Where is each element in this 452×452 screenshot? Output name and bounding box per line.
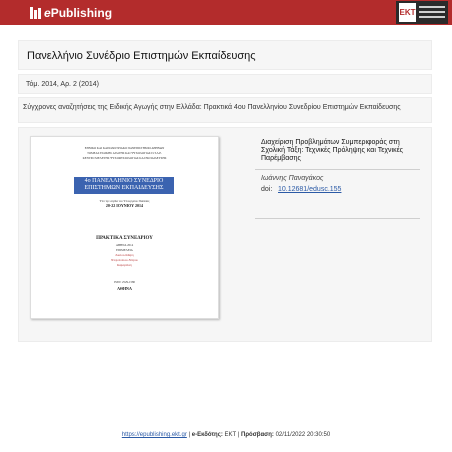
cover-editor-2: Ντεροπούλου-Ντέρου [111,258,138,262]
footer-publisher: EKT [224,432,237,438]
footer-separator: | [237,432,240,438]
article-divider-bottom [255,218,420,219]
footer-url-link[interactable]: https://epublishing.ekt.gr [121,432,187,438]
issue-info[interactable]: Τόμ. 2014, Αρ. 2 (2014) [26,81,100,88]
article-title[interactable]: Διαχείριση Προβλημάτων Συμπεριφοράς στη Σχολική Τάξη: Τεχνικές Πρόληψης και Τεχνικές Παρέμβασης [261,139,404,162]
cover-line-2: ΤΟΜΕΑΣ ΕΙΔΙΚΗΣ ΑΓΩΓΗΣ ΚΑΙ ΨΥΧΟΛΟΓΙΑΣ Π.Τ.Δ.Ε. [87,151,162,155]
doi-label: doi: [261,186,273,193]
page-footer [0,432,452,438]
books-icon [30,7,42,19]
footer-access-label: Πρόσβαση: [240,432,274,438]
logo-e: e [44,6,51,20]
cover-city-year: ΑΘΗΝΑ 2014 [115,243,134,247]
logo-text: Publishing [50,6,113,20]
footer-publisher-label: e-Εκδότης: [191,432,223,438]
cover-editors-label: ΕΠΙΜΕΛΕΙΑ [116,248,133,252]
footer-access-date: 02/11/2022 20:30:50 [275,432,331,438]
footer-separator: | [188,432,191,438]
cover-line-1: ΕΘΝΙΚΟ ΚΑΙ ΚΑΠΟΔΙΣΤΡΙΑΚΟ ΠΑΝΕΠΙΣΤΗΜΙΟ ΑΘΗΝΩΝ [84,146,165,150]
cover-editor-3: Καραγιάννη [117,263,132,267]
proceedings-cover-image [30,136,219,319]
cover-isbn: ISSN: 2529-1580 [113,280,136,284]
cover-banner-line-2: ΕΠΙΣΤΗΜΩΝ ΕΚΠΑΙΔΕΥΣΗΣ [84,185,164,191]
cover-line-3: ΚΕΝΤΡΟ ΜΕΛΕΤΗΣ ΨΥΧΟΦΥΣΙΟΛΟΓΙΑΣ ΚΑΙ ΕΚΠΑΙΔΕΥΣΗΣ [82,156,167,160]
cover-footer: ΑΘΗΝΑ [117,286,132,291]
doi-link[interactable]: 10.12681/edusc.155 [278,186,342,193]
epublishing-logo[interactable] [30,6,112,20]
cover-dates: 20-22 ΙΟΥΝΙΟΥ 2014 [105,203,144,208]
article-author: Ιωάννης Παναγάκος [261,175,324,182]
journal-title[interactable]: Πανελλήνιο Συνέδριο Επιστημών Εκπαίδευσης [27,50,256,62]
cover-banner [74,177,174,194]
cover-venue: Υπό την αιγίδα του Υπουργείου Παιδείας [99,199,150,203]
ekt-mark: EKT [399,3,416,22]
cover-banner-line-1: 4ο ΠΑΝΕΛΛΗΝΙΟ ΣΥΝΕΔΡΙΟ [84,178,164,184]
volume-title[interactable]: Σύγχρονες αναζητήσεις της Ειδικής Αγωγής στην Ελλάδα: Πρακτικά 4ου Πανελληνίου Συνεδρίου Επιστημών Εκπαίδευσης [23,104,401,111]
cover-proceedings: ΠΡΑΚΤΙΚΑ ΣΥΝΕΔΡΙΟΥ [96,236,153,241]
ekt-wordmark-lines [419,6,445,21]
article-divider-top [255,169,420,170]
ekt-logo[interactable] [396,1,448,24]
cover-editor-1: Ζώνιου-Σιδέρη [115,253,134,257]
top-bar [0,0,452,25]
